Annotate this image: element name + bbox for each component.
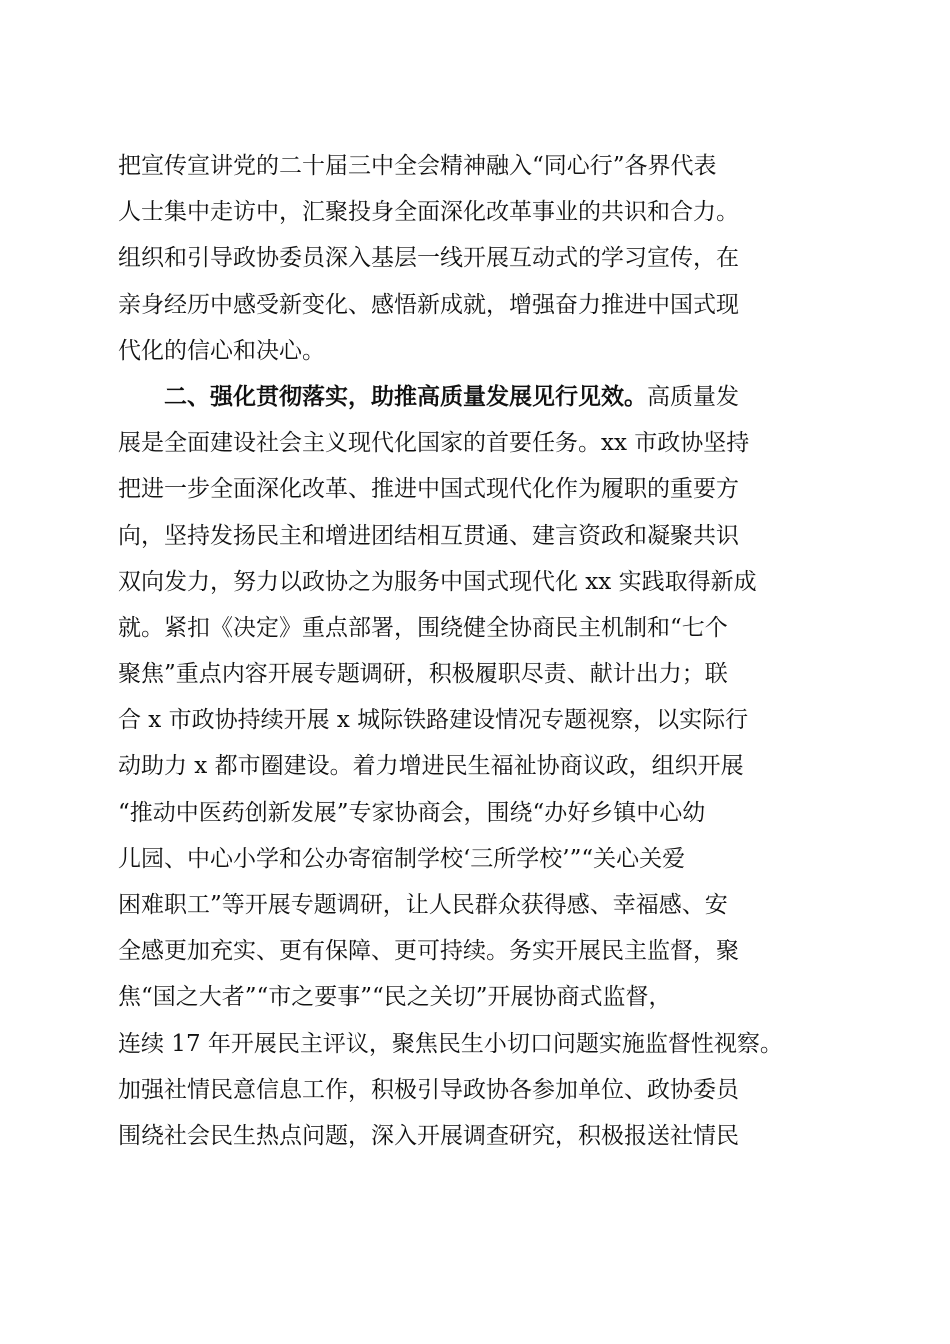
text-line: 向，坚持发扬民主和增进团结相互贯通、建言资政和凝聚共识 [118, 522, 739, 549]
text-line: 组织和引导政协委员深入基层一线开展互动式的学习宣传，在 [118, 245, 739, 272]
text-line: 儿园、中心小学和公办寄宿制学校‘三所学校’”“关心关爱 [118, 845, 686, 872]
document-body [118, 143, 848, 1159]
section-heading-line [118, 374, 848, 420]
text-line: 动助力 x 都市圈建设。着力增进民生福祉协商议政，组织开展 [118, 753, 744, 780]
text-line: 亲身经历中感受新变化、感悟新成就，增强奋力推进中国式现 [118, 291, 739, 318]
section-lead-text: 高质量发 [647, 383, 739, 410]
text-line: 双向发力，努力以政协之为服务中国式现代化 xx 实践取得新成 [118, 568, 757, 595]
text-line: 把进一步全面深化改革、推进中国式现代化作为履职的重要方 [118, 476, 739, 503]
text-line: 合 x 市政协持续开展 x 城际铁路建设情况专题视察，以实际行 [118, 707, 749, 734]
text-line: 就。紧扣《决定》重点部署，围绕健全协商民主机制和“七个 [118, 614, 728, 641]
text-line: 代化的信心和决心。 [118, 337, 325, 364]
text-line: 困难职工”等开展专题调研，让人民群众获得感、幸福感、安 [118, 892, 728, 918]
text-line: “推动中医药创新发展”专家协商会，围绕“办好乡镇中心幼 [118, 799, 706, 826]
text-line: 把宣传宣讲党的二十届三中全会精神融入“同心行”各界代表 [118, 153, 717, 179]
text-line: 加强社情民意信息工作，积极引导政协各参加单位、政协委员 [118, 1076, 739, 1103]
section-heading: 二、强化贯彻落实，助推高质量发展见行见效。 [164, 383, 647, 410]
text-line: 聚焦”重点内容开展专题调研，积极履职尽责、献计出力；联 [118, 661, 728, 688]
text-line: 人士集中走访中，汇聚投身全面深化改革事业的共识和合力。 [118, 199, 739, 226]
text-line: 连续 17 年开展民主评议，聚焦民生小切口问题实施监督性视察。 [118, 1030, 783, 1057]
text-line: 焦“国之大者”“市之要事”“民之关切”开展协商式监督， [118, 984, 672, 1011]
text-line: 围绕社会民生热点问题，深入开展调查研究，积极报送社情民 [118, 1122, 739, 1149]
text-line: 全感更加充实、更有保障、更可持续。务实开展民主监督，聚 [118, 938, 739, 965]
text-line: 展是全面建设社会主义现代化国家的首要任务。xx 市政协坚持 [118, 430, 750, 457]
